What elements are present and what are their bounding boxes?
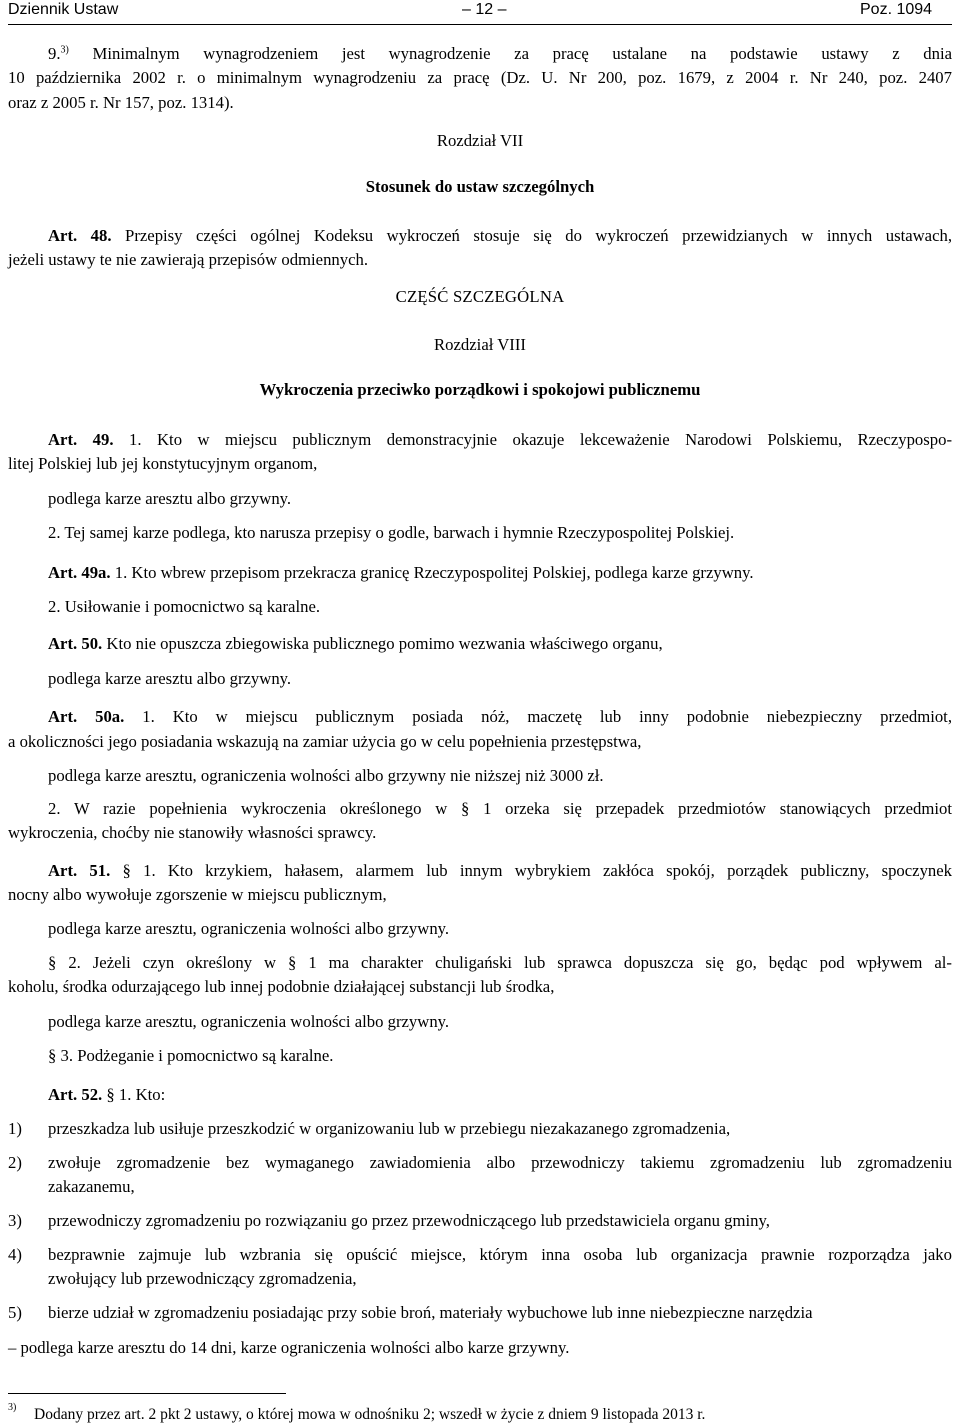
art50-p1 — [48, 634, 663, 655]
art50a-p2-line2: wykroczenia, choćby nie stanowiły własności sprawcy. — [8, 823, 377, 842]
p9-line3: oraz z 2005 r. Nr 157, poz. 1314). — [8, 93, 234, 112]
art50a-label: Art. 50a. — [48, 707, 125, 726]
art51-penalty1: podlega karze aresztu, ograniczenia wolności albo grzywny. — [48, 919, 450, 938]
list-item: bezprawnie zajmuje lub wzbrania się opuścić miejsce, którym inna osoba lub organizacja prawnie rozporządza jako — [48, 1245, 952, 1264]
art48-label: Art. 48. — [48, 226, 112, 245]
art50a-text1: 1. Kto w miejscu publicznym posiada nóż, maczetę lub inny podobnie niebezpieczny przedmiot, — [142, 707, 952, 726]
art52-penalty: – podlega karze aresztu do 14 dni, karze ograniczenia wolności albo karze grzywny. — [8, 1338, 570, 1357]
list-item: przeszkadza lub usiłuje przeszkodzić w organizowaniu lub w przebiegu niezakazanego zgromadzenia, — [48, 1119, 731, 1138]
art52-intro — [48, 1085, 165, 1106]
footnote-text: Dodany przez art. 2 pkt 2 ustawy, o której mowa w odnośniku 2; wszedł w życie z dniem 9 listopada 2013 r. — [34, 1406, 706, 1423]
art49-p2: 2. Tej samej karze podlega, kto narusza przepisy o godle, barwach i hymnie Rzeczypospolitej Polskiej. — [48, 523, 735, 542]
art51-penalty2: podlega karze aresztu, ograniczenia wolności albo grzywny. — [48, 1012, 450, 1031]
p9-line2: 10 października 2002 r. o minimalnym wynagrodzeniu za pracę (Dz. U. Nr 200, poz. 1679, z 2004 r. Nr 240, poz. 2407 — [8, 68, 952, 87]
art51-text1: § 1. Kto krzykiem, hałasem, alarmem lub innym wybrykiem zakłóca spokój, porządek publiczny, spoczynek — [122, 861, 953, 880]
list-item-continuation: zwołujący lub przewodniczący zgromadzenia, — [48, 1269, 357, 1288]
chapter-7-title: Rozdział VII — [436, 131, 524, 150]
art49a-p2: 2. Usiłowanie i pomocnictwo są karalne. — [48, 597, 321, 616]
art49-penalty: podlega karze aresztu albo grzywny. — [48, 489, 292, 508]
art50a-p2-line1: 2. W razie popełnienia wykroczenia określonego w § 1 orzeka się przepadek przedmiotów stanowiących przedmiot — [48, 799, 952, 818]
art51-line2: nocny albo wywołuje zgorszenie w miejscu publicznym, — [8, 885, 387, 904]
list-item-continuation: zakazanemu, — [48, 1177, 135, 1196]
art50-label: Art. 50. — [48, 634, 103, 653]
art52-label: Art. 52. — [48, 1085, 103, 1104]
list-item-number: 5) — [8, 1303, 22, 1322]
art48-line1 — [48, 226, 952, 247]
art51-p2-line1: § 2. Jeżeli czyn określony w § 1 ma charakter chuligański lub sprawca dopuszcza się go, będąc pod wpływem al- — [48, 953, 952, 972]
art51-label: Art. 51. — [48, 861, 111, 880]
list-item-number: 1) — [8, 1119, 22, 1138]
list-item-number: 2) — [8, 1153, 22, 1172]
art49a-label: Art. 49a. — [48, 563, 111, 582]
art49-line1 — [48, 430, 952, 451]
list-item: zwołuje zgromadzenie bez wymaganego zawiadomienia albo przewodniczy takiemu zgromadzeniu lub zgromadzeniu — [48, 1153, 952, 1172]
art49a-text1: 1. Kto wbrew przepisom przekracza granicę Rzeczypospolitej Polskiej, podlega karze grzywny. — [114, 563, 754, 582]
art50a-line1 — [48, 707, 952, 728]
art50a-penalty: podlega karze aresztu, ograniczenia wolności albo grzywny nie niższej niż 3000 zł. — [48, 766, 604, 785]
list-item-number: 4) — [8, 1245, 22, 1264]
p9-number: 9. — [48, 44, 61, 63]
position-number: Poz. 1094 — [860, 1, 933, 18]
footnote-rule — [8, 1393, 286, 1394]
art49-text1: 1. Kto w miejscu publicznym demonstracyjnie okazuje lekceważenie Narodowi Polskiemu, Rzeczypospo- — [129, 430, 953, 449]
art50a-line2: a okoliczności jego posiadania wskazują na zamiar użycia go w celu popełnienia przestępstwa, — [8, 732, 642, 751]
art49a-p1 — [48, 563, 754, 584]
list-item: przewodniczy zgromadzeniu po rozwiązaniu go przez przewodniczącego lub przedstawiciela organu gminy, — [48, 1211, 770, 1230]
art50-text1: Kto nie opuszcza zbiegowiska publicznego pomimo wezwania właściwego organu, — [106, 634, 663, 653]
art50-penalty: podlega karze aresztu albo grzywny. — [48, 669, 292, 688]
art48-text1: Przepisy części ogólnej Kodeksu wykroczeń stosuje się do wykroczeń przewidzianych w innych ustawach, — [125, 226, 952, 245]
chapter-7-subtitle: Stosunek do ustaw szczególnych — [365, 177, 595, 196]
art51-p3: § 3. Podżeganie i pomocnictwo są karalne. — [48, 1046, 334, 1065]
list-item: bierze udział w zgromadzeniu posiadając przy sobie broń, materiały wybuchowe lub inne niebezpieczne narzędzia — [48, 1303, 813, 1322]
p9-text1: Minimalnym wynagrodzeniem jest wynagrodzenie za pracę ustalane na podstawie ustawy z dnia — [92, 44, 953, 63]
art49-label: Art. 49. — [48, 430, 114, 449]
list-item-number: 3) — [8, 1211, 22, 1230]
part-title: CZĘŚĆ SZCZEGÓLNA — [395, 287, 565, 306]
art48-line2: jeżeli ustawy te nie zawierają przepisów odmiennych. — [8, 250, 369, 269]
art51-line1 — [48, 861, 952, 882]
art49-line2: litej Polskiej lub jej konstytucyjnym organom, — [8, 454, 318, 473]
footnote-number: 3) — [8, 1401, 17, 1413]
art52-intro-text: § 1. Kto: — [106, 1085, 166, 1104]
page-number: – 12 – — [462, 1, 507, 18]
p9-line1 — [48, 44, 952, 65]
chapter-8-title: Rozdział VIII — [434, 335, 526, 354]
chapter-8-subtitle: Wykroczenia przeciwko porządkowi i spokojowi publicznemu — [259, 380, 701, 399]
journal-title: Dziennik Ustaw — [8, 1, 119, 18]
header-rule — [8, 24, 952, 25]
art51-p2-line2: koholu, środka odurzającego lub innej podobnie działającej substancji lub środka, — [8, 977, 555, 996]
footnote-ref-3: 3) — [60, 44, 69, 56]
